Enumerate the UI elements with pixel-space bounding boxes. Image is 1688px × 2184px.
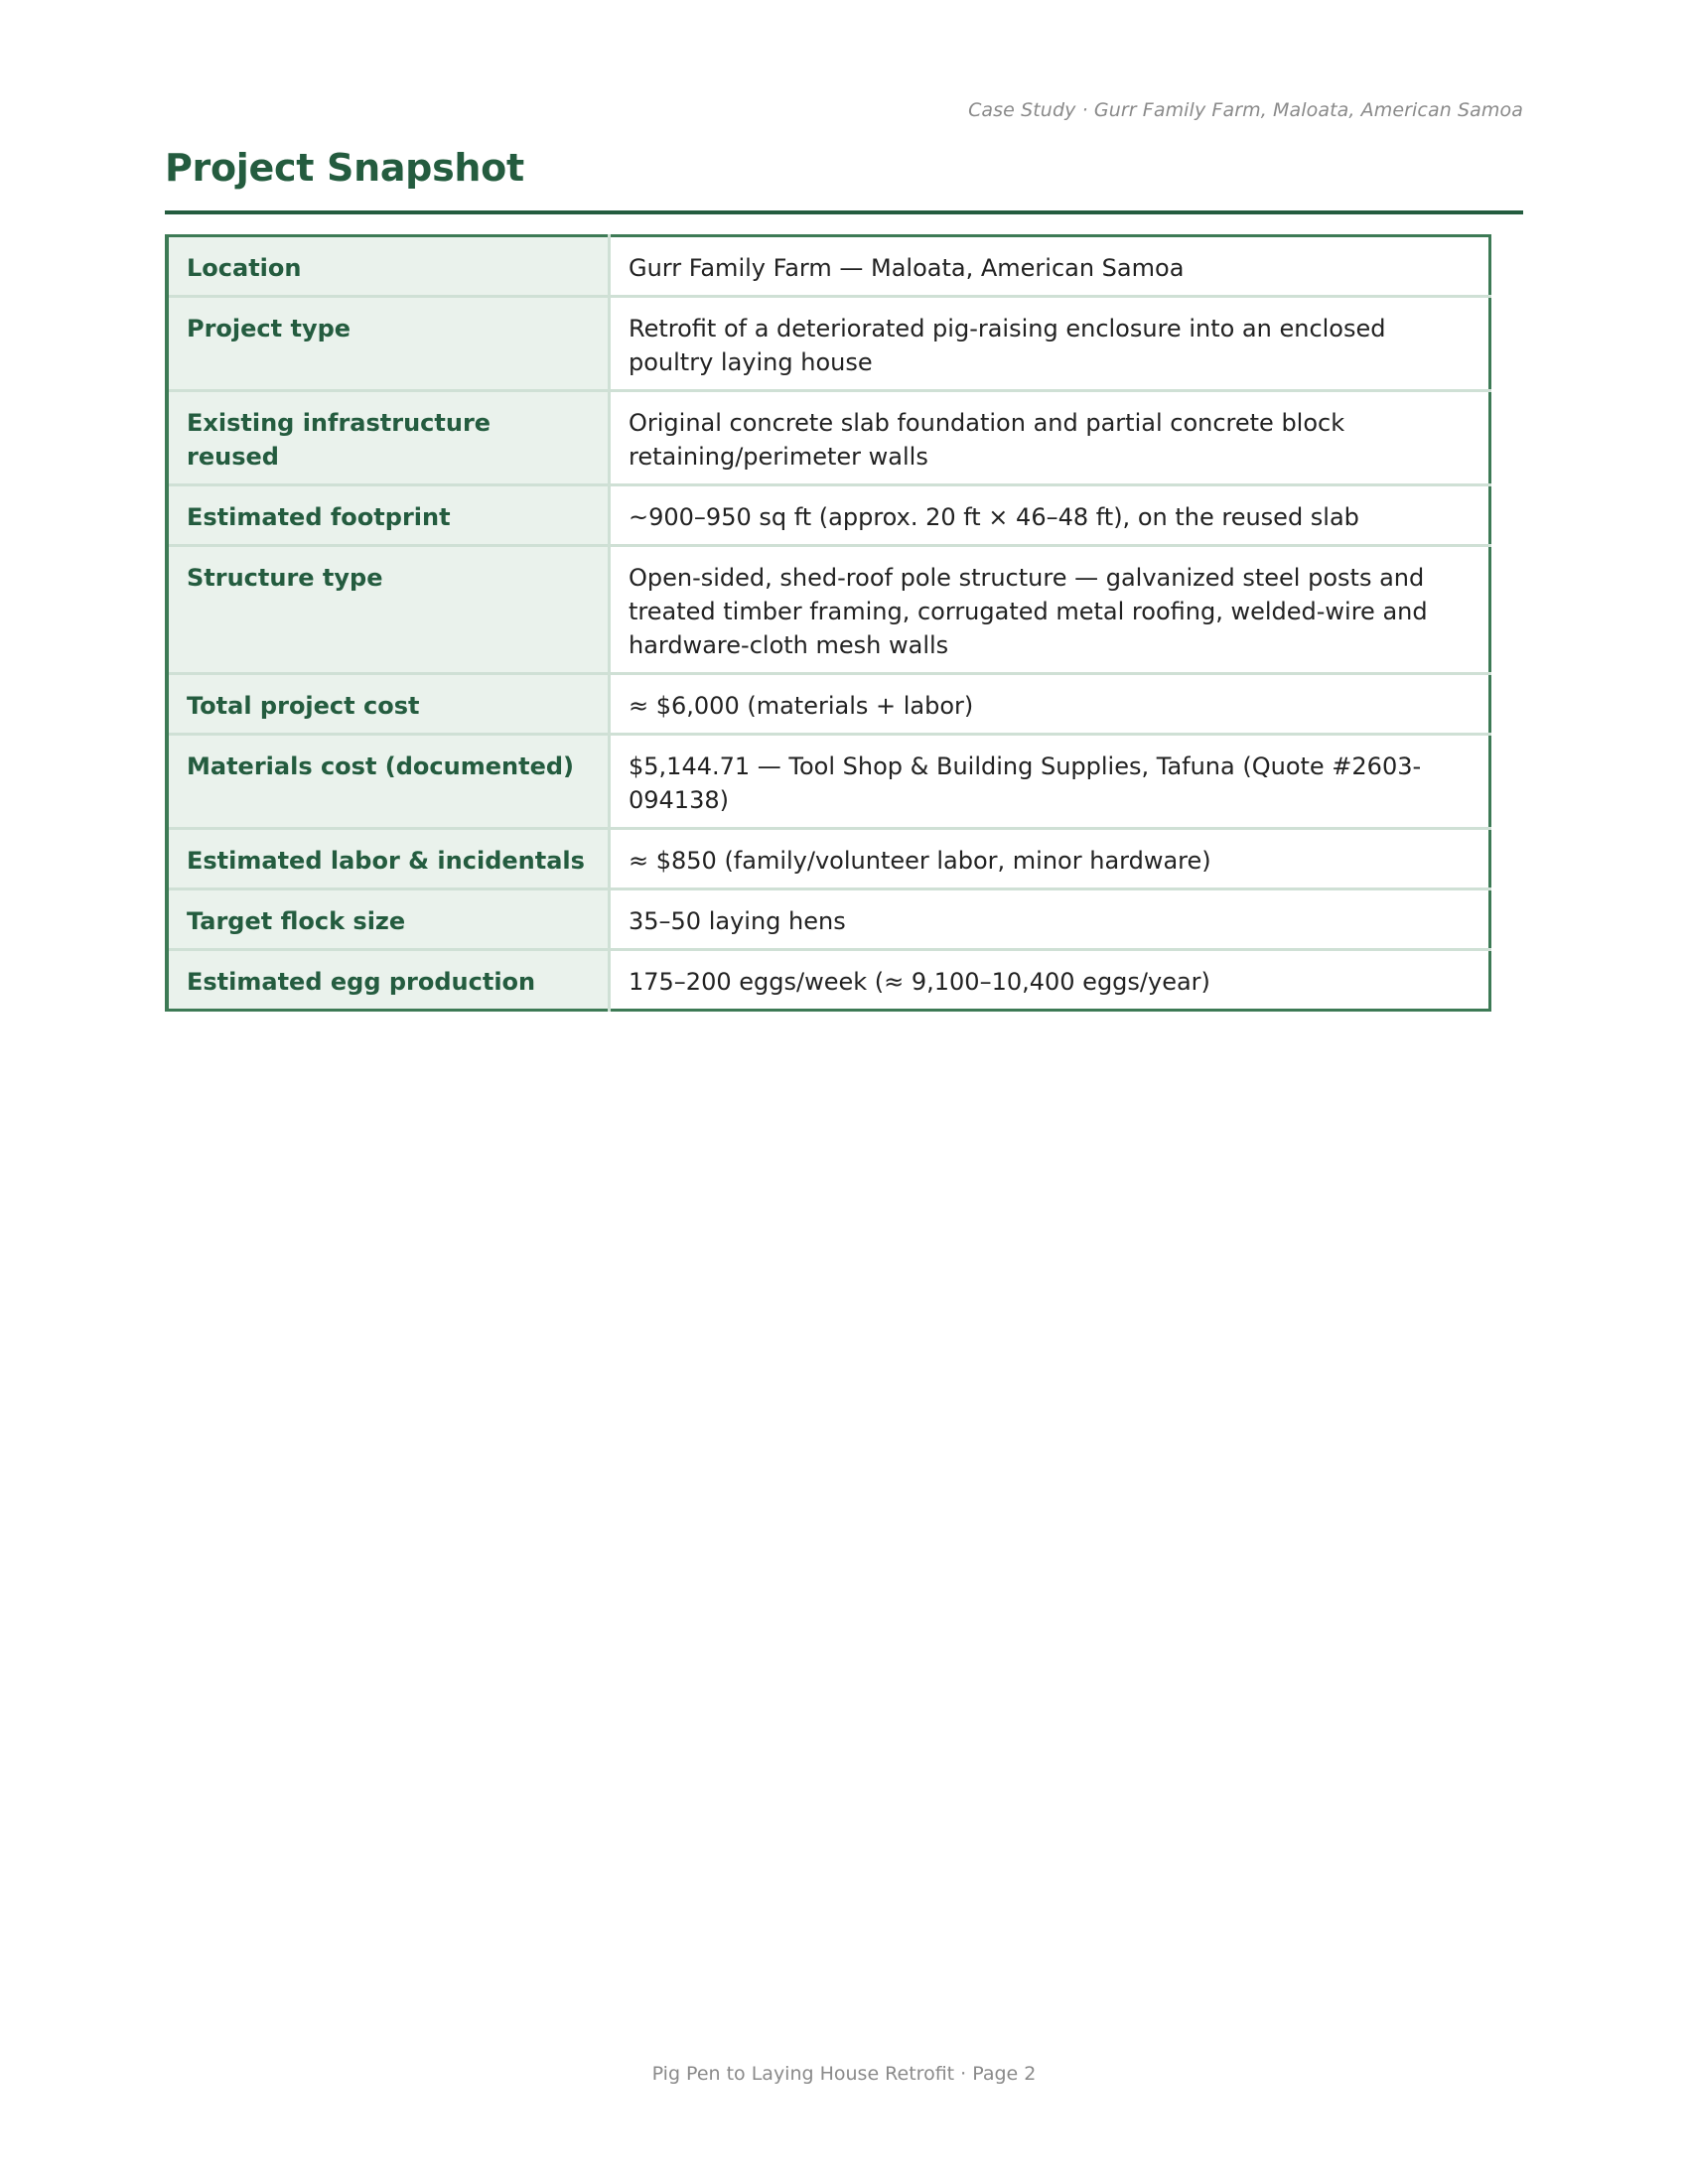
- row-value: Original concrete slab foundation and partial concrete block retaining/perimeter walls: [610, 391, 1490, 485]
- row-value: ~900–950 sq ft (approx. 20 ft × 46–48 ft), on the reused slab: [610, 485, 1490, 546]
- row-value: 175–200 eggs/week (≈ 9,100–10,400 eggs/year): [610, 950, 1490, 1011]
- table-row: [167, 950, 1490, 1011]
- row-value: Open-sided, shed-roof pole structure — galvanized steel posts and treated timber framing, corrugated metal roofing, welded-wire and hardware-cloth mesh walls: [610, 546, 1490, 674]
- table-row: [167, 735, 1490, 829]
- table-row: [167, 829, 1490, 889]
- row-label: Location: [167, 236, 610, 297]
- row-value: ≈ $6,000 (materials + labor): [610, 674, 1490, 735]
- row-value: $5,144.71 — Tool Shop & Building Supplies, Tafuna (Quote #2603-094138): [610, 735, 1490, 829]
- table-row: [167, 889, 1490, 950]
- project-snapshot-table: [165, 234, 1491, 1012]
- row-label: Estimated labor & incidentals: [167, 829, 610, 889]
- table-row: [167, 485, 1490, 546]
- row-label: Total project cost: [167, 674, 610, 735]
- row-label: Project type: [167, 297, 610, 391]
- table-row: [167, 236, 1490, 297]
- row-label: Materials cost (documented): [167, 735, 610, 829]
- row-label: Structure type: [167, 546, 610, 674]
- section-title: Project Snapshot: [165, 146, 524, 190]
- row-value: Gurr Family Farm — Maloata, American Samoa: [610, 236, 1490, 297]
- table-row: [167, 391, 1490, 485]
- table-row: [167, 546, 1490, 674]
- row-value: 35–50 laying hens: [610, 889, 1490, 950]
- row-label: Estimated footprint: [167, 485, 610, 546]
- row-label: Estimated egg production: [167, 950, 610, 1011]
- row-label: Target flock size: [167, 889, 610, 950]
- running-footer: Pig Pen to Laying House Retrofit · Page 2: [651, 2063, 1037, 2085]
- title-rule: [165, 210, 1523, 214]
- row-value: ≈ $850 (family/volunteer labor, minor hardware): [610, 829, 1490, 889]
- table-row: [167, 674, 1490, 735]
- row-value: Retrofit of a deteriorated pig-raising enclosure into an enclosed poultry laying house: [610, 297, 1490, 391]
- table-row: [167, 297, 1490, 391]
- row-label: Existing infrastructure reused: [167, 391, 610, 485]
- running-header: Case Study · Gurr Family Farm, Maloata, American Samoa: [968, 99, 1523, 121]
